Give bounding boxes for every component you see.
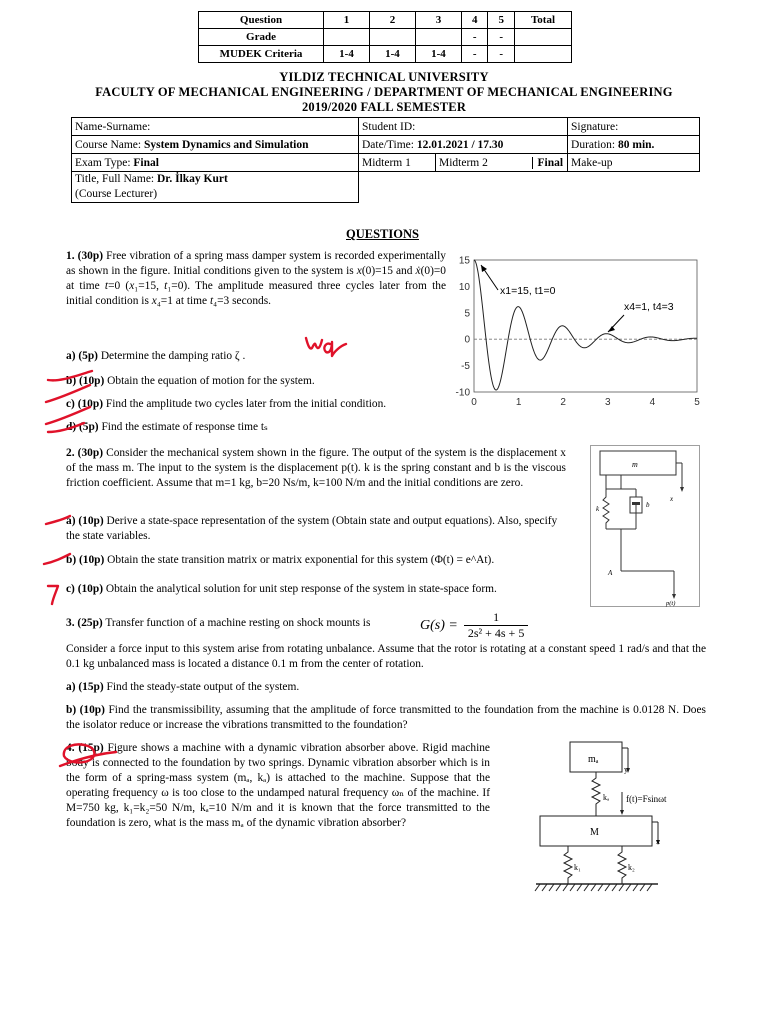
- q3-body: Consider a force input to this system arise from rotating unbalance. Assume that the rotor is rotating at a constant speed 1 rad/s and that the 0.1 kg unbalanced mass is located a distance 0.1 m from the center of rotation.: [66, 643, 706, 670]
- part-label: b) (10p): [66, 554, 105, 566]
- q2-points: (30p): [77, 447, 103, 459]
- spring-label: k: [596, 505, 600, 513]
- q4-absorber-figure: [530, 738, 710, 898]
- cell: MUDEK Criteria: [199, 46, 324, 63]
- check-mark-c: [46, 407, 90, 424]
- q2-number: 2.: [66, 447, 75, 459]
- q1-points: (30p): [77, 250, 103, 262]
- x-tick-label: 1: [515, 397, 522, 408]
- arrow-head-1: [481, 265, 487, 272]
- q4-text: [66, 741, 490, 831]
- part-text: Obtain the state transition matrix or matrix exponential for this system (Φ(t) = e^At).: [107, 554, 495, 566]
- name-label: Name-Surname:: [75, 120, 151, 133]
- part-text: Find the steady-state output of the system.: [106, 681, 300, 693]
- part-label: b) (10p): [66, 375, 105, 387]
- midterm2-label: Midterm 2: [436, 157, 533, 169]
- y-tick-label: 5: [464, 308, 470, 320]
- x-tick-label: 4: [649, 397, 656, 408]
- q3-number: 3.: [66, 617, 75, 629]
- cell: -: [488, 46, 515, 63]
- lecturer-cell: [72, 172, 359, 203]
- response-curve: [474, 260, 697, 390]
- tf-denominator: 2s² + 4s + 5: [464, 625, 528, 641]
- info-table: [71, 117, 700, 203]
- x-tick-label: 0: [471, 397, 477, 408]
- cell: -: [461, 46, 488, 63]
- cell: 1-4: [415, 46, 461, 63]
- q1-text-b: at time: [66, 280, 100, 292]
- y-tick-label: 10: [458, 281, 470, 293]
- part-label: a) (15p): [66, 681, 104, 693]
- q3-part-a: [66, 680, 299, 695]
- annotation-x4: x4=1, t4=3: [624, 301, 674, 313]
- k1-label: k₁: [574, 863, 581, 872]
- q4-number: 4.: [66, 742, 75, 754]
- spring-ka: [592, 772, 600, 816]
- ma-label: mₐ: [588, 754, 599, 765]
- spring-k1: [564, 846, 572, 884]
- plot-frame: [474, 260, 697, 392]
- duration-value: 80 min.: [617, 138, 655, 151]
- part-text: Find the transmissibility, assuming that the amplitude of force transmitted to the foundation from the machine is 0.0128 N. Does the isolator reduce or increase the vibrations transmitted to the foundation?: [66, 704, 706, 731]
- duration-cell: [568, 136, 700, 154]
- duration-label: Duration:: [571, 138, 616, 151]
- cell: 3: [415, 12, 461, 29]
- x-axis: [471, 397, 700, 408]
- tf-lhs: G(s) =: [420, 617, 458, 633]
- point-a-label: A: [608, 569, 613, 577]
- damped-vibration-chart: [448, 250, 708, 415]
- signature-label: Signature:: [571, 120, 619, 133]
- cell: 1-4: [324, 46, 370, 63]
- spring-k2: [618, 846, 626, 884]
- y-tick-label: -10: [455, 387, 470, 399]
- part-label: c) (10p): [66, 583, 104, 595]
- cell: [515, 46, 572, 63]
- q4-handwriting: [56, 738, 120, 768]
- annotation-x1: x1=15, t1=0: [500, 285, 556, 297]
- midterm2-cell: [436, 154, 568, 172]
- grade-row-header: [199, 12, 572, 29]
- x-tick-label: 3: [605, 397, 611, 408]
- q3-header: [66, 613, 370, 633]
- mass-label: m: [632, 460, 638, 469]
- part-text: Find the estimate of response time tₛ: [101, 421, 268, 433]
- q1-text-e: seconds.: [232, 295, 272, 307]
- check-mark-a: [48, 371, 92, 380]
- cell: 4: [461, 12, 488, 29]
- datetime-cell: [359, 136, 568, 154]
- q2-part-c: [66, 582, 497, 597]
- semester: 2019/2020 FALL SEMESTER: [301, 100, 467, 114]
- questions-heading: QUESTIONS: [346, 227, 419, 241]
- lecturer-note: (Course Lecturer): [75, 188, 158, 200]
- cell: Question: [199, 12, 324, 29]
- part-text: Find the amplitude two cycles later from the initial condition.: [105, 398, 387, 410]
- q2-part-b: [66, 553, 494, 568]
- part-text: Derive a state-space representation of the system (Obtain state and output equations). Also, specify the state variables.: [66, 515, 558, 542]
- cell: Total: [515, 12, 572, 29]
- handwritten-wd: [302, 332, 358, 360]
- student-id-cell[interactable]: [359, 118, 568, 136]
- part-label: a) (10p): [66, 515, 104, 527]
- check-mark-d: [48, 423, 84, 432]
- part-text: Obtain the equation of motion for the system.: [107, 375, 315, 387]
- y-tick-label: -5: [461, 361, 470, 373]
- part-text: Determine the damping ratio ζ .: [100, 350, 246, 362]
- x-label: x: [656, 837, 660, 846]
- exam-type-value: Final: [133, 156, 159, 169]
- spring-k: [603, 489, 609, 529]
- q1-text-d: at time: [175, 295, 208, 307]
- faculty-name: FACULTY OF MECHANICAL ENGINEERING / DEPARTMENT OF MECHANICAL ENGINEERING: [95, 85, 673, 99]
- x-tick-label: 2: [560, 397, 566, 408]
- ka-label: kₐ: [603, 793, 610, 802]
- output-label: x: [670, 495, 674, 503]
- final-label: Final: [537, 156, 564, 169]
- student-id-label: Student ID:: [362, 120, 416, 133]
- cell: [324, 29, 370, 46]
- cell: 5: [488, 12, 515, 29]
- exam-type-label: Exam Type:: [75, 156, 131, 169]
- signature-cell[interactable]: [568, 118, 700, 136]
- cell: Grade: [199, 29, 324, 46]
- midterm1-cell: Midterm 1: [359, 154, 436, 172]
- q1-number: 1.: [66, 250, 75, 262]
- cell: [369, 29, 415, 46]
- part-label: d) (5p): [66, 421, 99, 433]
- grade-row-grade: [199, 29, 572, 46]
- q1-text: 1. (30p) Free vibration of a spring mass damper system is recorded experimentally as shown in the figure. Initial conditions given to the system is x(0)=15 and ẋ(0)=0 at time t=0 (x₁=15, t₁=0). The amplitude measured three cycles later from the initial condition is x₄=1 at time t₄=3 seconds.: [66, 250, 446, 307]
- cell: [515, 29, 572, 46]
- mass-block: [600, 451, 676, 475]
- part-label: c) (10p): [66, 398, 104, 410]
- datetime-value: 12.01.2021 / 17.30: [416, 138, 504, 151]
- check-mark-b: [46, 385, 90, 402]
- cell: -: [461, 29, 488, 46]
- q3-points: (25p): [77, 617, 103, 629]
- q1-text-a: Free vibration of a spring mass damper system is recorded experimentally as shown in the figure. Initial conditions given to the system is: [66, 250, 446, 277]
- grade-table: [198, 11, 572, 63]
- k2-label: k₂: [628, 863, 635, 872]
- datetime-label: Date/Time:: [362, 138, 414, 151]
- q2-mechanical-figure: [590, 445, 700, 607]
- y-tick-label: 15: [458, 255, 470, 267]
- cell: 1: [324, 12, 370, 29]
- cell: 2: [369, 12, 415, 29]
- transfer-function: [420, 610, 528, 641]
- title-label: Title, Full Name:: [75, 173, 155, 185]
- q2-part-a: [66, 514, 566, 544]
- makeup-cell: Make-up: [568, 154, 700, 172]
- exam-type-cell: [72, 154, 359, 172]
- M-label: M: [590, 827, 599, 838]
- q2-body: Consider the mechanical system shown in the figure. The output of the system is the displacement x of the mass m. The input to the system is the displacement p(t). k is the spring constant and b is the viscous friction coefficient. Assume that m=1 kg, b=20 Ns/m, k=100 N/m and the initial conditions are zero.: [66, 447, 566, 489]
- course-value: System Dynamics and Simulation: [143, 138, 309, 151]
- q4-points: (15p): [78, 742, 104, 754]
- cell: -: [488, 29, 515, 46]
- lecturer-name: Dr. İlkay Kurt: [157, 173, 228, 185]
- input-label: p(t): [666, 600, 676, 607]
- q2-text: [66, 446, 566, 491]
- grade-row-mudek: [199, 46, 572, 63]
- name-surname-cell[interactable]: [72, 118, 359, 136]
- y-tick-label: 0: [464, 334, 470, 346]
- q3-text-a: Transfer function of a machine resting on shock mounts is: [105, 617, 371, 629]
- course-cell: [72, 136, 359, 154]
- y-label: y: [624, 765, 628, 774]
- x-tick-label: 5: [694, 397, 700, 408]
- q1-text-c: . The amplitude measured three cycles later from the initial condition is: [66, 280, 446, 307]
- part-text: Obtain the analytical solution for unit step response of the system in state-space form.: [105, 583, 497, 595]
- part-label: b) (10p): [66, 704, 105, 716]
- y-axis: [456, 256, 471, 399]
- ground-hatch: [535, 884, 652, 891]
- q2-handwriting: [40, 508, 76, 608]
- course-label: Course Name:: [75, 138, 142, 151]
- arrow-head-4: [608, 326, 615, 332]
- q4-body: Figure shows a machine with a dynamic vibration absorber above. Rigid machine body is connected to the foundation by two springs. Dynamic vibration absorber which is in the form of a spring-mass system (mₐ, kₐ) is attached to the machine. Suppose that the operating frequency ω is too close to the undamped natural frequency ωₙ of the machine. If M=750 kg, k₁=k₂=50 N/m, kₐ=10 N/m and it is known that the force transmitted to the foundation is zero, what is the mass mₐ of the dynamic vibration absorber?: [66, 742, 490, 829]
- cell: 1-4: [369, 46, 415, 63]
- damper-label: b: [646, 501, 650, 509]
- part-label: a) (5p): [66, 350, 98, 362]
- cell: [415, 29, 461, 46]
- force-label: f(t)=Fsinωt: [626, 794, 667, 804]
- tf-numerator: 1: [493, 610, 500, 624]
- university-name: YILDIZ TECHNICAL UNIVERSITY: [279, 70, 489, 84]
- empty-cell: [359, 172, 700, 203]
- q3-part-b: [66, 703, 706, 733]
